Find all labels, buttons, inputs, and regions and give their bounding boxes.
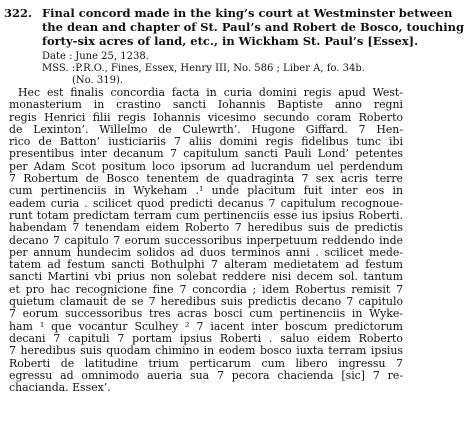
heading-line: Final concord made in the king’s court at Westminster between <box>42 6 453 20</box>
date-value: June 25, 1238. <box>75 51 149 62</box>
date-line <box>42 51 402 63</box>
heading-line: the dean and chapter of St. Paul’s and Robert de Bosco, touching <box>42 20 464 34</box>
charter-line: per Adam Scot positum loco ipsorum ad lucrandum uel perdendum <box>9 159 403 173</box>
charter-line: sancti Martini vbi prius non solebat reddere nisi decem sol. tantum <box>9 270 403 284</box>
charter-line: presentibus inter decanum 7 capitulum sancti Pauli Lond’ petentes <box>9 147 403 161</box>
mss-reference: P.R.O., Fines, Essex, Henry III, No. 586 ; Liber A, fo. 34b. <box>75 63 365 74</box>
charter-line: ham ¹ que vocantur Sculhey ² 7 iacent inter boscum predictorum <box>9 319 403 333</box>
mss-reference-continued: (No. 319). <box>72 75 124 86</box>
charter-line: per annum hundecim solidos ad duos terminos anni . scilicet mede- <box>9 245 403 259</box>
charter-line: rico de Batton’ iusticiariis 7 aliis domini regis fidelibus tunc ibi <box>9 135 403 149</box>
entry-number: 322. <box>4 6 33 20</box>
charter-line: de Lexinton’. Willelmo de Culewrth’. Hugone Giffard. 7 Hen- <box>9 122 403 136</box>
heading-line: forty-six acres of land, etc., in Wickham St. Paul’s [Essex]. <box>42 34 419 48</box>
charter-line: decani 7 capituli 7 portam ipsius Roberti . saluo eidem Roberto <box>9 331 403 345</box>
mss-line <box>42 63 402 75</box>
charter-line: habendam 7 tenendam eidem Roberto 7 heredibus suis de predictis <box>9 221 403 235</box>
charter-line: et pro hac recognicione fine 7 concordia ; idem Robertus remisit 7 <box>9 282 403 296</box>
charter-line: quietum clamauit de se 7 heredibus suis predictis decano 7 capitulo <box>9 295 403 309</box>
charter-line: Roberti de latitudine trium perticarum cum libero ingressu 7 <box>9 356 403 370</box>
charter-line: runt totam predictam terram cum pertinenciis esse ius ipsius Roberti. <box>9 208 403 222</box>
entry-metadata <box>42 51 402 87</box>
charter-line: cum pertinenciis in Wykeham .¹ unde placitum fuit inter eos in <box>9 184 403 198</box>
charter-line: Hec est finalis concordia facta in curia domini regis apud West- <box>18 86 403 99</box>
charter-line: 7 Robertum de Bosco tenentem de quadraginta 7 sex acris terre <box>9 172 403 186</box>
charter-line: decano 7 capitulo 7 eorum successoribus inperpetuum reddendo inde <box>9 233 403 247</box>
date-label: Date : <box>42 51 73 62</box>
charter-line: eadem curia . scilicet quod predicti decanus 7 capitulum recognoue- <box>9 196 403 210</box>
charter-line: 7 heredibus suis quodam chimino in eodem bosco iuxta terram ipsius <box>9 344 403 358</box>
charter-line: chacianda. Essex’. <box>9 381 111 395</box>
charter-line: 7 eorum successoribus tres acras bosci cum pertinenciis in Wyke- <box>9 307 403 321</box>
mss-label: MSS. : <box>42 63 76 74</box>
charter-line: tatem ad festum sancti Bothulphi 7 alteram medietatem ad festum <box>9 258 403 272</box>
charter-line: monasterium in crastino sancti Iohannis Baptiste anno regni <box>9 98 403 112</box>
entry-heading <box>42 6 464 48</box>
charter-line: regis Henrici filii regis Iohannis vicesimo secundo coram Roberto <box>9 110 403 124</box>
charter-line: egressu ad omnimodo aueria sua 7 pecora chacienda [sic] 7 re- <box>9 368 403 382</box>
charter-text <box>9 87 403 394</box>
